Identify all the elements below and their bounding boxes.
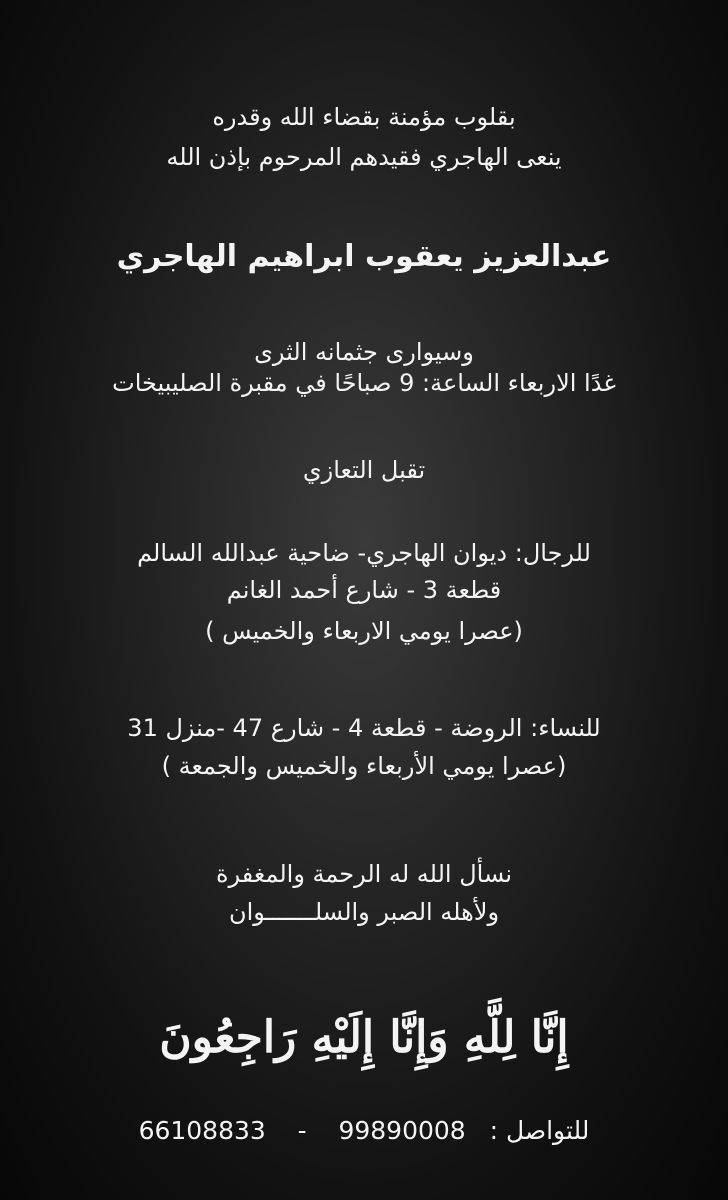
deceased-name: عبدالعزيز يعقوب ابراهيم الهاجري [116,239,612,274]
men-condolence-street: قطعة 3 - شارع أحمد الغانم [226,576,502,604]
phone-number-2[interactable]: 66108833 [138,1116,266,1145]
intro-line-2: ينعى الهاجري فقيدهم المرحوم بإذن الله [166,143,562,171]
phone-separator: - [297,1116,307,1145]
men-condolence-times: (عصرا يومي الاربعاء والخميس ) [205,617,523,645]
funeral-line-1: وسيوارى جثمانه الثرى [254,338,474,366]
women-condolence-times: (عصرا يومي الأربعاء والخميس والجمعة ) [161,752,567,780]
phone-number-1[interactable]: 99890008 [338,1116,466,1145]
quran-verse: إِنَّا لِلَّهِ وَإِنَّا إِلَيْهِ رَاجِعُونَ [159,1012,569,1063]
funeral-line-2: غدًا الاربعاء الساعة: 9 صباحًا في مقبرة الصليبيخات [112,369,616,397]
intro-line-1: بقلوب مؤمنة بقضاء الله وقدره [212,103,516,131]
women-condolence-location: للنساء: الروضة - قطعة 4 - شارع 47 -منزل 31 [127,714,601,742]
condolences-heading: تقبل التعازي [302,456,426,484]
prayer-line-1: نسأل الله له الرحمة والمغفرة [215,860,513,888]
contact-label: للتواصل : [489,1116,590,1145]
prayer-line-2: ولأهله الصبر والسلـــــــوان [228,898,500,926]
men-condolence-location: للرجال: ديوان الهاجري- ضاحية عبدالله السالم [137,539,591,567]
contact-line [24,1114,704,1148]
